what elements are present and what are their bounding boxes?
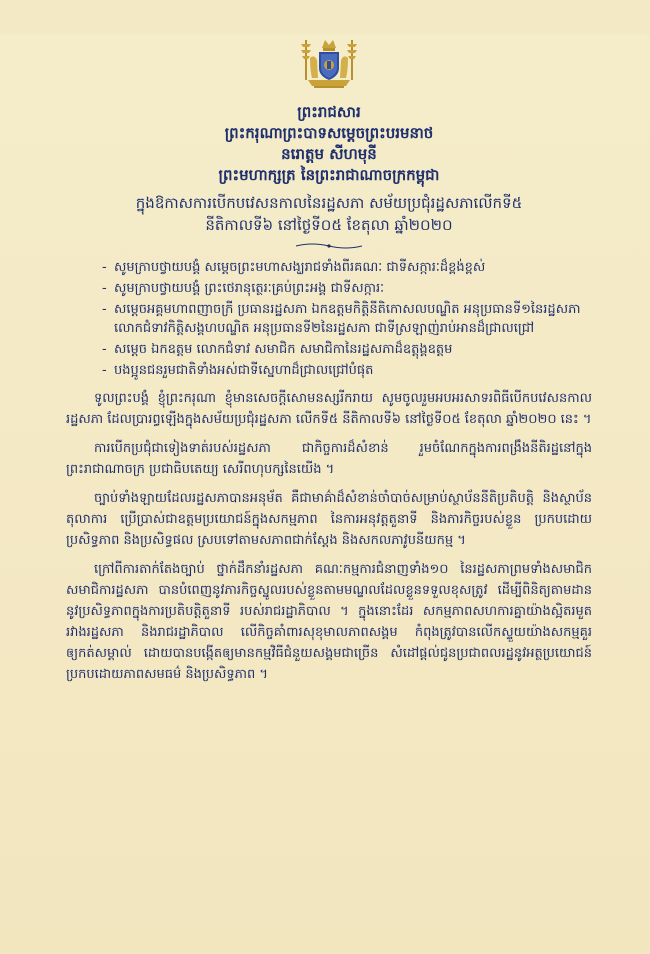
salutation-item: - សម្ដេចអគ្គមហាពញាចក្រី ប្រធានរដ្ឋសភា ឯកឧត្តមកិត្តិនីតិកោសលបណ្ឌិត អនុប្រធានទី១នៃរដ្ឋសភា លោកជំទាវកិត្តិសង្គហបណ្ឌិត អនុប្រធានទី២នៃរដ្ឋសភា ជាទីស្រឡាញ់រាប់អានដ៏ជ្រាលជ្រៅ bbox=[102, 300, 592, 338]
royal-message-page bbox=[0, 34, 650, 954]
body-paragraph: ទូលព្រះបង្គំ ខ្ញុំព្រះករុណា ខ្ញុំមានសេចក្ដីសោមនស្សរីករាយ សូមចូលរួមអបអរសាទរពិធីបើកបវេសនកាលរដ្ឋសភា ដែលប្រារព្ធឡើងក្នុងសម័យប្រជុំរដ្ឋសភា លើកទី៥ នីតិកាលទី៦ នៅថ្ងៃទី០៥ ខែតុលា ឆ្នាំ២០២០ នេះ ។ bbox=[66, 391, 592, 427]
salutation-item: - បងប្អូនជនរួមជាតិទាំងអស់ជាទីស្នេហាដ៏ជ្រាលជ្រៅបំផុត bbox=[102, 361, 592, 380]
body-paragraph: ក្រៅពីការតាក់តែងច្បាប់ ថ្នាក់ដឹកនាំរដ្ឋសភា គណៈកម្មការជំនាញទាំង១០ នៃរដ្ឋសភាព្រមទាំងសមាជិក សមាជិការដ្ឋសភា បានបំពេញនូវភារកិច្ចស្នូលរបស់ខ្លួនតាមមណ្ឌលដែលខ្លួនទទួលខុសត្រូវ ដើម្បីពិនិត្យតាមដាននូវប្រសិទ្ធភាពក្នុងការប្រតិបត្តិតួនាទី របស់រាជរដ្ឋាភិបាល ។ ក្នុងនោះដែរ សកម្មភាពសហការគ្នាយ៉ាងស្អិតរមួត រវាងរដ្ឋសភា និងរាជរដ្ឋាភិបាល លើកិច្ចគាំពារសុខុមាលភាពសង្គម កំពុងត្រូវបានលើកស្ទួយយ៉ាងសកម្មគួរឲ្យកត់សម្គាល់ ដោយបានបង្កើតឲ្យមានកម្មវិធីជំនួយសង្គមជាច្រើន សំដៅផ្ដល់ជូនប្រជាពលរដ្ឋនូវអត្ថប្រយោជន៍ប្រកបដោយភាពសមធម៌ និងប្រសិទ្ធភាព ។ bbox=[66, 562, 592, 682]
title-line-2: ព្រះករុណាព្រះបាទសម្ដេចព្រះបរមនាថ bbox=[224, 124, 434, 142]
salutation-item: - សម្ដេច ឯកឧត្តម លោកជំទាវ សមាជិក សមាជិកានៃរដ្ឋសភាដ៏ឧត្ដុង្គឧត្ដម bbox=[102, 340, 592, 359]
royal-coat-of-arms-icon bbox=[298, 34, 360, 92]
salutation-list bbox=[66, 258, 592, 380]
body-paragraph: ការបើកប្រជុំជាទៀងទាត់របស់រដ្ឋសភា ជាកិច្ចការដ៏សំខាន់ រួមចំណែកក្នុងការពង្រឹងនីតិរដ្ឋនៅក្នុងព្រះរាជាណាចក្រ ប្រជាធិបតេយ្យ សេរីពហុបក្សនៃយើង ។ bbox=[66, 441, 592, 477]
title-line-3: នរោត្តម សីហមុនី bbox=[281, 145, 377, 163]
body-paragraph: ច្បាប់ទាំងឡាយដែលរដ្ឋសភាបានអនុម័ត គឺជាមាគ៌ាដ៏សំខាន់ចាំបាច់សម្រាប់ស្ថាប័ននីតិប្រតិបត្តិ និងស្ថាប័នតុលាការ ប្រើប្រាស់ជាឧត្តមប្រយោជន៍ក្នុងសកម្មភាព នៃការអនុវត្តតួនាទី និងភារកិច្ចរបស់ខ្លួន ប្រកបដោយប្រសិទ្ធភាព និងប្រសិទ្ធផល ស្របទៅតាមសភាពជាក់ស្ដែង និងសកលភាវូបនីយកម្ម ។ bbox=[66, 491, 592, 548]
ornament-divider-icon bbox=[294, 240, 364, 252]
subtitle-line-2: នីតិកាលទី៦ នៅថ្ងៃទី០៥ ខែតុលា ឆ្នាំ២០២០ bbox=[205, 216, 453, 234]
title-line-4: ព្រះមហាក្សត្រ នៃព្រះរាជាណាចក្រកម្ពុជា bbox=[218, 166, 440, 184]
salutation-item: - សូមក្រាបថ្វាយបង្គំ សម្ដេចព្រះមហាសង្ឃរាជទាំងពីរគណៈ ជាទីសក្ការៈដ៏ខ្ពង់ខ្ពស់ bbox=[102, 258, 592, 277]
subtitle-line-1: ក្នុងឱកាសការបើកបវេសនកាលនៃរដ្ឋសភា សម័យប្រជុំរដ្ឋសភាលើកទី៥ bbox=[135, 194, 523, 212]
salutation-item: - សូមក្រាបថ្វាយបង្គំ ព្រះថេរានុត្ថេរៈគ្រប់ព្រះអង្គ ជាទីសក្ការៈ bbox=[102, 279, 592, 298]
title-line-1: ព្រះរាជសារ bbox=[297, 103, 361, 121]
